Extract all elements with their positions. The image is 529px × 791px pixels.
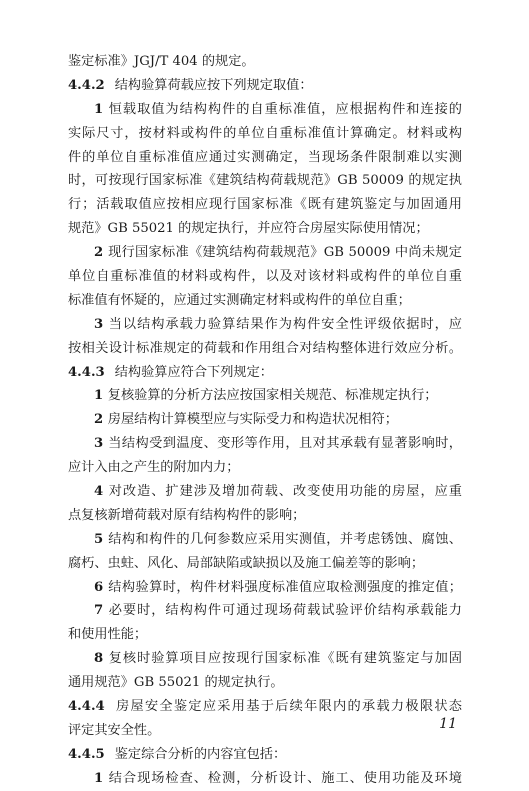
item-number: 4 [94, 484, 109, 500]
line-text: 结构验算时，构件材料强度标准值应取检测强度的推定值； [108, 579, 462, 595]
line-text: 通用规范》GB 55021 的规定执行。 [68, 675, 284, 691]
text-line [68, 337, 462, 361]
text-line [68, 504, 462, 528]
item-number: 1 [94, 770, 109, 786]
item-number: 7 [94, 603, 109, 619]
text-line [68, 169, 462, 193]
line-text: 恒载取值为结构构件的自重标准值，应根据构件和连接的 [108, 101, 462, 117]
list-item-line [68, 384, 462, 408]
line-text: 评定其安全性。 [68, 722, 161, 738]
line-text: 应计入由之产生的附加内力； [68, 460, 240, 476]
section-heading-line [68, 695, 462, 719]
line-text: 实际尺寸，按材料或构件的单位自重标准值计算确定。材料或构 [68, 125, 462, 141]
item-number: 2 [94, 245, 109, 261]
line-text: 现行国家标准《建筑结构荷载规范》GB 50009 中尚未规定 [108, 245, 462, 261]
line-text: 对改造、扩建涉及增加荷载、改变使用功能的房屋，应重 [108, 484, 462, 500]
text-line [68, 623, 462, 647]
line-text: 复核验算的分析方法应按国家相关规范、标准规定执行； [107, 388, 438, 404]
list-item-line [68, 98, 462, 122]
list-item-line [68, 647, 462, 671]
line-text: 当结构受到温度、变形等作用，且对其承载有显著影响时， [108, 436, 462, 452]
line-text: 件的单位自重标准值应通过实测确定，当现场条件限制难以实测 [68, 149, 462, 165]
section-heading-line [68, 743, 462, 767]
list-item-line [68, 241, 462, 265]
list-item-line [68, 599, 462, 623]
text-line [68, 289, 462, 313]
list-item-line [68, 408, 462, 432]
section-heading-line [68, 361, 462, 385]
line-text: 必要时，结构构件可通过现场荷载试验评价结构承载能力 [108, 603, 462, 619]
list-item-line [68, 528, 462, 552]
page-number: 11 [439, 716, 457, 732]
item-number: 1 [94, 388, 108, 404]
line-text: 腐朽、虫蛀、风化、局部缺陷或缺损以及施工偏差等的影响； [68, 555, 425, 571]
line-text: 结合现场检查、检测，分析设计、施工、使用功能及环境 [108, 770, 462, 786]
text-line [68, 146, 462, 170]
item-number: 6 [94, 579, 109, 595]
item-number: 1 [94, 101, 109, 117]
line-text: 鉴定综合分析的内容宜包括： [114, 746, 287, 762]
item-number: 5 [94, 531, 109, 547]
text-line [68, 552, 462, 576]
list-item-line [68, 432, 462, 456]
line-text: 单位自重标准值的材料或构件，以及对该材料或构件的单位自重 [68, 269, 462, 285]
list-item-line [68, 576, 462, 600]
item-number: 8 [94, 651, 109, 667]
list-item-line [68, 480, 462, 504]
section-heading-line [68, 74, 462, 98]
line-text: 房屋结构计算模型应与实际受力和构造状况相符； [107, 412, 398, 428]
section-number: 4.4.5 [68, 746, 105, 762]
text-line [68, 456, 462, 480]
list-item-line [68, 313, 462, 337]
item-number: 3 [94, 316, 109, 332]
line-text: 标准值有怀疑的，应通过实测确定材料或构件的单位自重； [68, 292, 411, 308]
line-text: 点复核新增荷载对原有结构构件的影响； [68, 507, 306, 523]
text-line [68, 671, 462, 695]
line-text: 规范》GB 55021 的规定执行，并应符合房屋实际使用情况； [68, 221, 429, 237]
item-number: 3 [94, 436, 109, 452]
line-text: 当以结构承载力验算结果作为构件安全性评级依据时，应 [108, 316, 462, 332]
text-line [68, 50, 462, 74]
line-text: 和使用性能； [68, 627, 148, 643]
line-text: 结构验算荷载应按下列规定取值： [114, 77, 313, 93]
line-text: 按相关设计标准规定的荷载和作用组合对结构整体进行效应分析。 [68, 340, 462, 356]
line-text: 时，可按现行国家标准《建筑结构荷载规范》GB 50009 的规定执 [68, 173, 462, 189]
text-line [68, 719, 462, 743]
section-number: 4.4.4 [68, 699, 105, 715]
text-line [68, 265, 462, 289]
section-number: 4.4.3 [68, 364, 105, 380]
line-text: 结构和构件的几何参数应采用实测值，并考虑锈蚀、腐蚀、 [108, 531, 462, 547]
text-line [68, 193, 462, 217]
line-text: 鉴定标准》JGJ/T 404 的规定。 [68, 54, 255, 69]
line-text: 房屋安全鉴定应采用基于后续年限内的承载力极限状态 [114, 699, 462, 715]
list-item-line [68, 767, 462, 791]
document-body [68, 50, 462, 791]
line-text: 行；活载取值应按相应现行国家标准《既有建筑鉴定与加固通用 [68, 197, 462, 213]
section-number: 4.4.2 [68, 77, 105, 93]
text-line [68, 122, 462, 146]
text-line [68, 217, 462, 241]
line-text: 结构验算应符合下列规定： [114, 364, 273, 380]
line-text: 复核时验算项目应按现行国家标准《既有建筑鉴定与加固 [108, 651, 462, 667]
item-number: 2 [94, 412, 108, 428]
